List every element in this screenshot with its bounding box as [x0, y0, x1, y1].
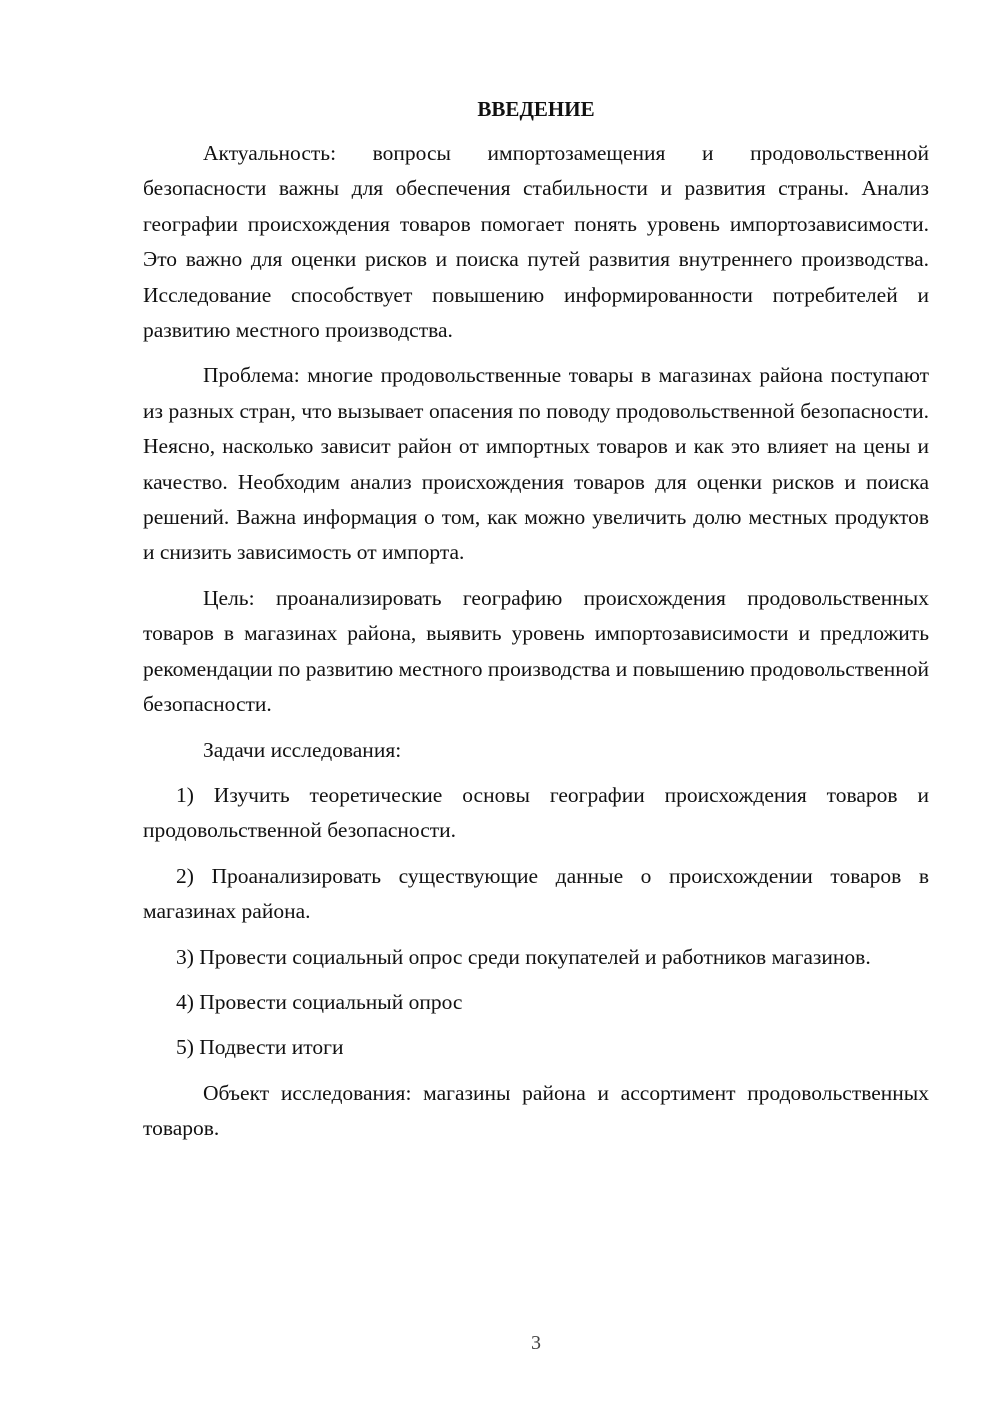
paragraph-goal: Цель: проанализировать географию происхождения продовольственных товаров в магазинах района, выявить уровень импортозависимости и предложить рекомендации по развитию местного производства и повышению продовольственной безопасности. [143, 585, 929, 717]
task-item-5: 5) Подвести итоги [176, 1035, 344, 1060]
task-item-3: 3) Провести социальный опрос среди покупателей и работников магазинов. [176, 944, 871, 969]
page-number: 3 [531, 1332, 541, 1354]
page-content [143, 92, 929, 1157]
page-title: ВВЕДЕНИЕ [477, 97, 595, 121]
task-item-4: 4) Провести социальный опрос [176, 989, 463, 1014]
tasks-heading: Задачи исследования: [203, 737, 402, 762]
task-item-2: 2) Проанализировать существующие данные о происхождении товаров в магазинах района. [143, 863, 929, 924]
paragraph-problem: Проблема: многие продовольственные товары в магазинах района поступают из разных стран, что вызывает опасения по поводу продовольственной безопасности. Неясно, насколько зависит район от импортных товаров и как это влияет на цены и качество. Необходим анализ происхождения товаров для оценки рисков и поиска решений. Важна информация о том, как можно увеличить долю местных продуктов и снизить зависимость от импорта. [143, 363, 929, 565]
task-item-1: 1) Изучить теоретические основы географии происхождения товаров и продовольственной безопасности. [143, 782, 929, 843]
paragraph-object: Объект исследования: магазины района и ассортимент продовольственных товаров. [143, 1080, 929, 1141]
paragraph-relevance: Актуальность: вопросы импортозамещения и продовольственной безопасности важны для обеспечения стабильности и развития страны. Анализ географии происхождения товаров помогает понять уровень импортозависимости. Это важно для оценки рисков и поиска путей развития внутреннего производства. Исследование способствует повышению информированности потребителей и развитию местного производства. [143, 141, 929, 343]
